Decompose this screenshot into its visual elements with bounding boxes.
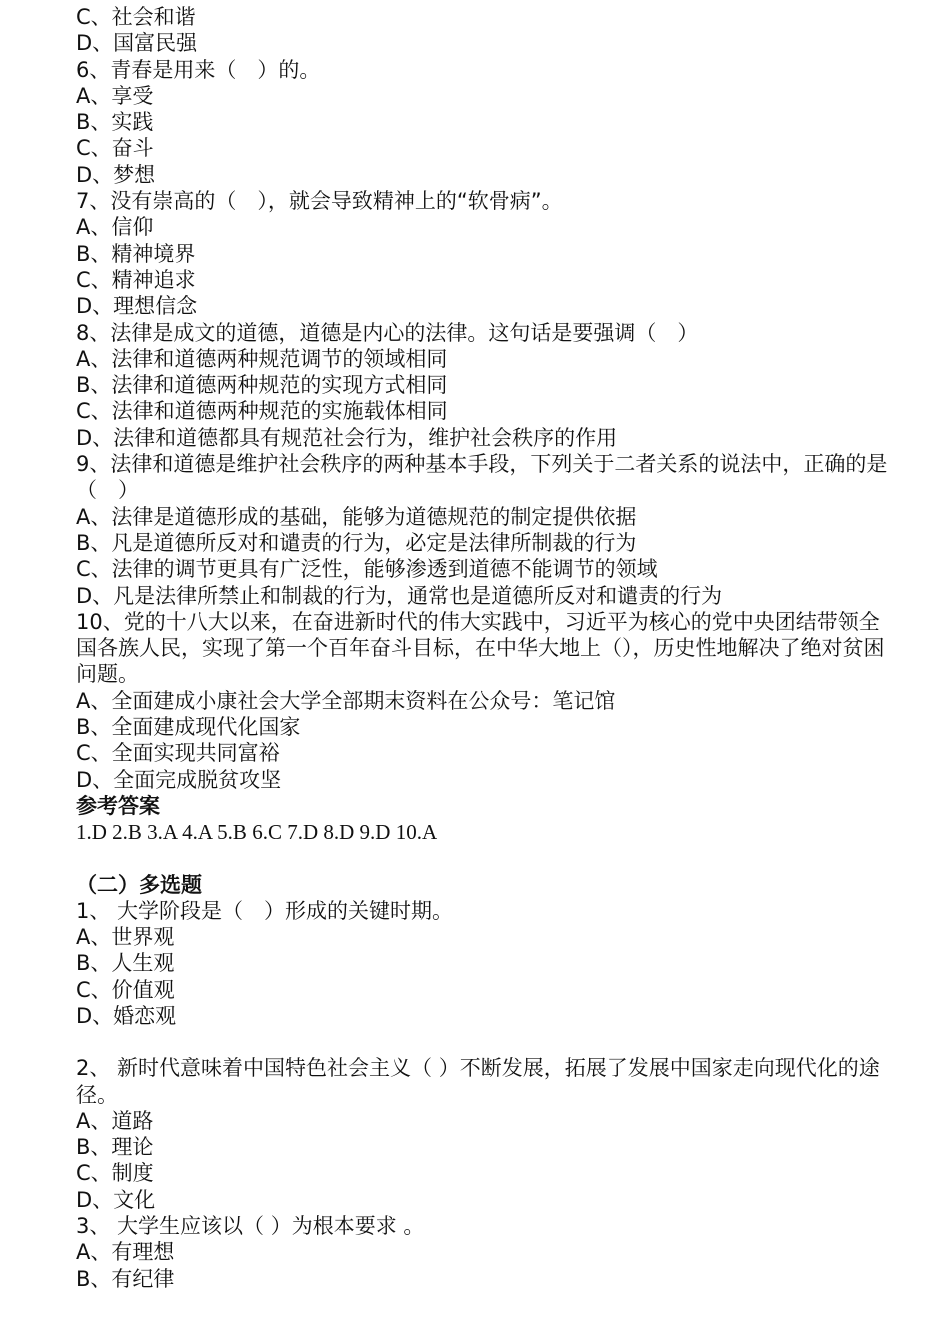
option-line: C、精神追求 <box>76 267 196 292</box>
option-line: D、凡是法律所禁止和制裁的行为，通常也是道德所反对和谴责的行为 <box>76 583 723 608</box>
option-line: A、世界观 <box>76 925 175 950</box>
option-line: D、全面完成脱贫攻坚 <box>76 767 282 792</box>
option-line: D、婚恋观 <box>76 1003 177 1028</box>
option-line: C、制度 <box>76 1161 154 1186</box>
question-stem: 8、法律是成文的道德，道德是内心的法律。这句话是要强调（ ） <box>76 320 699 345</box>
option-line: D、法律和道德都具有规范社会行为，维护社会秩序的作用 <box>76 425 618 450</box>
option-line: B、人生观 <box>76 951 175 976</box>
question-stem: 9、法律和道德是维护社会秩序的两种基本手段，下列关于二者关系的说法中，正确的是（ ） <box>76 452 888 503</box>
option-line: B、全面建成现代化国家 <box>76 715 301 740</box>
question-stem: 3、 大学生应该以（ ）为根本要求 。 <box>76 1214 425 1239</box>
option-line: A、有理想 <box>76 1240 175 1265</box>
option-line: D、理想信念 <box>76 294 198 319</box>
option-line: C、社会和谐 <box>76 5 196 29</box>
option-line: A、享受 <box>76 83 154 108</box>
option-line: C、法律和道德两种规范的实施载体相同 <box>76 399 448 424</box>
option-line: A、法律和道德两种规范调节的领域相同 <box>76 346 448 371</box>
option-line: C、法律的调节更具有广泛性，能够渗透到道德不能调节的领域 <box>76 557 658 582</box>
option-line: B、实践 <box>76 110 154 135</box>
option-line: A、全面建成小康社会大学全部期末资料在公众号：笔记馆 <box>76 688 616 713</box>
option-line: C、价值观 <box>76 977 175 1002</box>
section-heading: （二）多选题 <box>76 872 202 897</box>
option-line: B、凡是道德所反对和谴责的行为，必定是法律所制裁的行为 <box>76 530 637 555</box>
question-stem: 6、青春是用来（ ）的。 <box>76 57 321 82</box>
option-line: A、道路 <box>76 1108 154 1133</box>
option-line: B、有纪律 <box>76 1266 175 1291</box>
question-stem: 1、 大学阶段是（ ）形成的关键时期。 <box>76 898 454 923</box>
option-line: C、奋斗 <box>76 136 154 161</box>
answer-key-text: 1.D 2.B 3.A 4.A 5.B 6.C 7.D 8.D 9.D 10.A <box>76 820 438 845</box>
option-line: C、全面实现共同富裕 <box>76 741 280 766</box>
option-line: D、梦想 <box>76 162 156 187</box>
option-line: D、国富民强 <box>76 31 198 56</box>
answer-key-title: 参考答案 <box>76 793 160 818</box>
question-stem: 7、没有崇高的（ ），就会导致精神上的“软骨病”。 <box>76 189 563 214</box>
option-line: D、文化 <box>76 1187 156 1212</box>
question-stem: 2、 新时代意味着中国特色社会主义（ ）不断发展，拓展了发展中国家走向现代化的途径。 <box>76 1056 880 1107</box>
option-line: B、法律和道德两种规范的实现方式相同 <box>76 373 448 398</box>
option-line: A、法律是道德形成的基础，能够为道德规范的制定提供依据 <box>76 504 637 529</box>
option-line: A、信仰 <box>76 215 154 240</box>
question-stem: 10、党的十八大以来，在奋进新时代的伟大实践中，习近平为核心的党中央团结带领全国各族人民，实现了第一个百年奋斗目标，在中华大地上（），历史性地解决了绝对贫困问题。 <box>76 609 885 687</box>
option-line: B、理论 <box>76 1135 154 1160</box>
option-line: B、精神境界 <box>76 241 196 266</box>
